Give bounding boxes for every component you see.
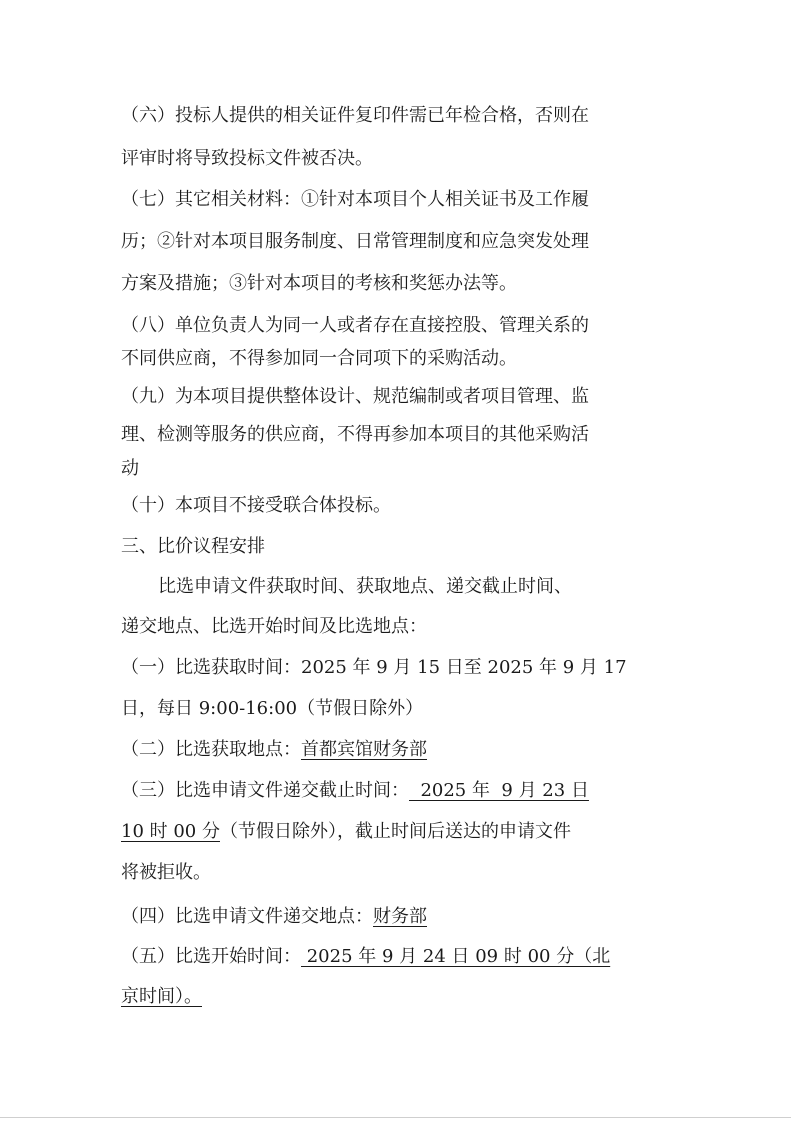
sub-5-line-1 [121,945,610,969]
item-8-line-2: 不同供应商，不得参加同一合同项下的采购活动。 [121,348,517,369]
item-9-line-3: 动 [121,458,139,479]
sub-1-line-2: 日，每日 9:00-16:00（节假日除外） [121,698,424,719]
sub-4-value: 财务部 [373,906,427,927]
page-bottom-divider [0,1117,791,1118]
item-9-line-2: 理、检测等服务的供应商，不得再参加本项目的其他采购活 [121,424,589,445]
item-8-line-1: （八）单位负责人为同一人或者存在直接控股、管理关系的 [121,315,589,336]
sub-2-line [121,738,427,762]
intro-line-1: 比选申请文件获取时间、获取地点、递交截止时间、 [158,576,572,597]
sub-3-line-1 [121,779,589,803]
section-3-title: 三、比价议程安排 [121,536,265,557]
sub-5-line-2 [121,985,202,1009]
sub-2-label: （二）比选获取地点： [121,739,301,760]
sub-5-value-2: 京时间）。 [121,986,202,1007]
sub-5-value-1: 2025 年 9 月 24 日 09 时 00 分（北 [301,946,611,967]
sub-4-label: （四）比选申请文件递交地点： [121,906,373,927]
sub-2-value: 首都宾馆财务部 [301,739,427,760]
sub-5-label: （五）比选开始时间： [121,946,301,967]
item-7-line-2: 历；②针对本项目服务制度、日常管理制度和应急突发处理 [121,231,589,252]
intro-line-2: 递交地点、比选开始时间及比选地点： [121,616,427,637]
item-6-line-1: （六）投标人提供的相关证件复印件需已年检合格，否则在 [121,105,589,126]
sub-3-rest: （节假日除外），截止时间后送达的申请文件 [219,821,571,842]
sub-3-line-3: 将被拒收。 [121,862,211,883]
sub-3-label: （三）比选申请文件递交截止时间： [121,780,409,801]
sub-3-value-1: 2025 年 9 月 23 日 [409,780,589,801]
sub-3-line-2 [121,820,571,844]
item-6-line-2: 评审时将导致投标文件被否决。 [121,148,373,169]
sub-1-line-1: （一）比选获取时间：2025 年 9 月 15 日至 2025 年 9 月 17 [121,657,627,678]
item-7-line-3: 方案及措施；③针对本项目的考核和奖惩办法等。 [121,273,517,294]
item-10: （十）本项目不接受联合体投标。 [121,495,391,516]
item-7-line-1: （七）其它相关材料：①针对本项目个人相关证书及工作履 [121,189,589,210]
item-9-line-1: （九）为本项目提供整体设计、规范编制或者项目管理、监 [121,386,589,407]
sub-4-line [121,905,427,929]
sub-3-value-2: 10 时 00 分 [121,821,220,842]
